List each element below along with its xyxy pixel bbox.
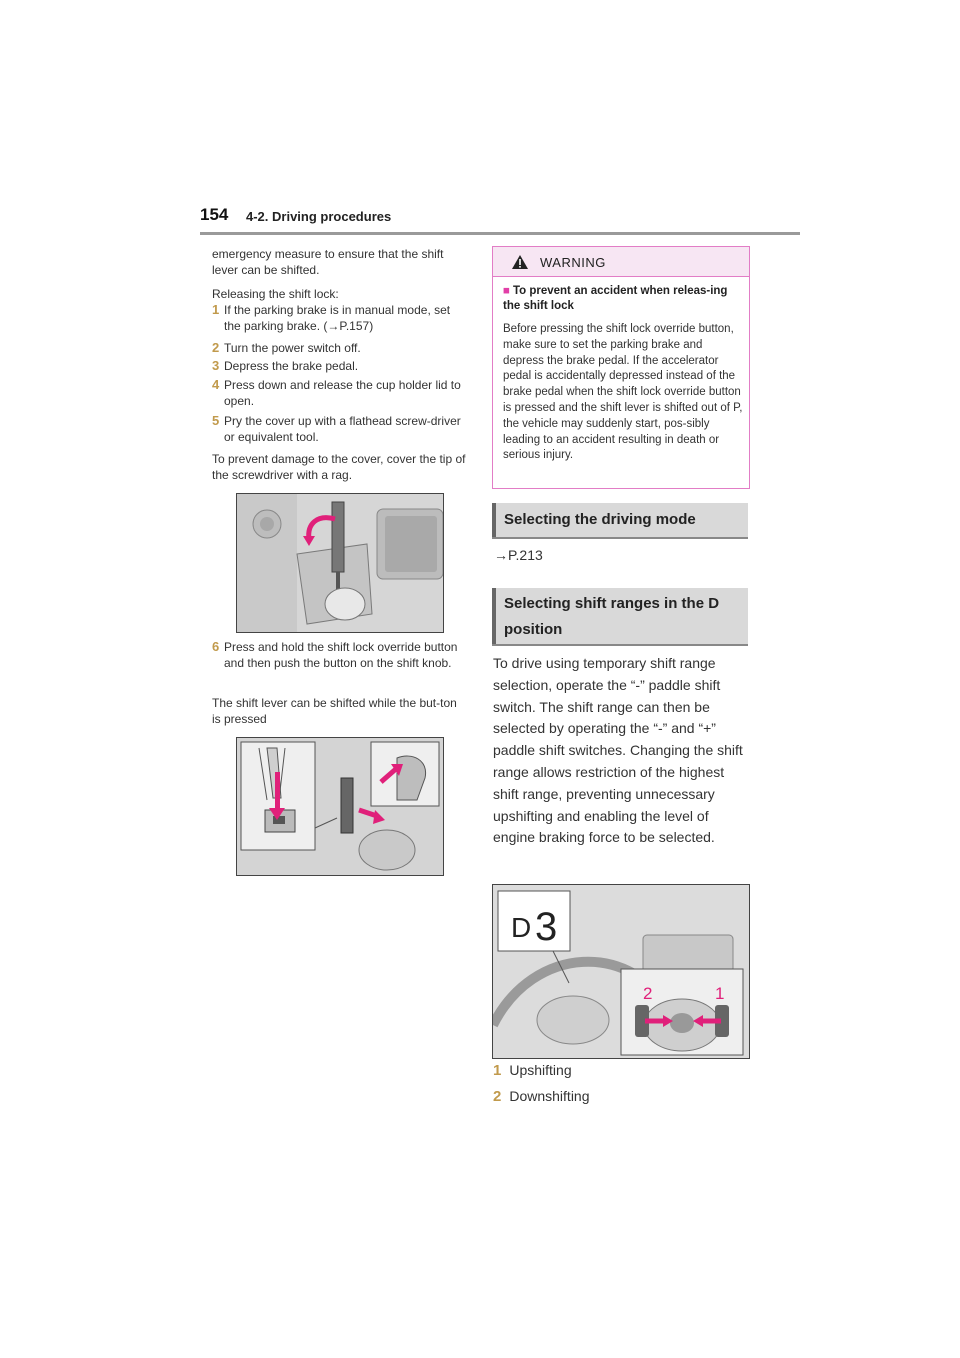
step-text: Depress the brake pedal.: [224, 359, 359, 373]
step-number: 1: [212, 302, 220, 317]
warning-title: WARNING: [540, 255, 606, 270]
step-5: [212, 413, 468, 445]
step-text: If the parking brake is in manual mode, set the parking brake. (→P.157): [224, 303, 451, 333]
heading-text: Selecting the driving mode: [504, 511, 696, 528]
square-bullet-icon: ■: [503, 285, 510, 297]
step-6: [212, 639, 468, 671]
paddle-shift-illustration: [493, 885, 749, 1058]
page-number: 154: [200, 205, 229, 224]
intro-text: emergency measure to ensure that the shift lever can be shifted.: [212, 247, 444, 277]
figure-pry-cover: [236, 493, 444, 633]
step-1: [212, 302, 468, 334]
step-3: [212, 358, 468, 374]
page-reference-link[interactable]: →P.213: [494, 547, 543, 563]
display-d: D: [511, 912, 532, 943]
warning-box: [492, 246, 750, 489]
warning-triangle-icon: [511, 254, 529, 275]
shift-note: The shift lever can be shifted while the but-ton is pressed: [212, 696, 457, 726]
section-title: 4-2. Driving procedures: [246, 209, 392, 224]
step-number: 2: [212, 340, 220, 355]
pry-cover-illustration: [237, 494, 443, 632]
legend-number: 2: [493, 1088, 502, 1105]
warning-header: [493, 247, 749, 277]
step-text: Press and hold the shift lock override button and then push the button on the shift knob.: [224, 640, 458, 670]
legend-text: Downshifting: [509, 1088, 590, 1104]
legend-text: Upshifting: [509, 1062, 572, 1078]
figure-paddle-shift: [492, 884, 750, 1059]
step-4: [212, 377, 468, 409]
step-text: Turn the power switch off.: [224, 341, 361, 355]
shift-lock-illustration: [237, 738, 443, 875]
callout-1: 1: [715, 984, 725, 1003]
step-2: [212, 340, 468, 356]
step-text: Press down and release the cup holder lid to open.: [224, 378, 461, 408]
shift-paragraph: To drive using temporary shift range selection, operate the “-” paddle shift switch. The shift range can then be selected by operating the “-” and “+” paddle shift switches. Changing the shift range allows restriction of the highest shift range, preventing unnecessary upshifting and enabling the level of engine braking force to be selected.: [493, 655, 743, 846]
display-gear: 3: [535, 905, 558, 949]
releasing-label: Releasing the shift lock:: [212, 287, 339, 301]
heading-text: Selecting shift ranges in the D position: [504, 595, 720, 638]
legend-number: 1: [493, 1062, 502, 1079]
warning-subtitle-text: To prevent an accident when releas-ing the shift lock: [503, 285, 728, 312]
step-number: 5: [212, 413, 220, 428]
heading-bar: [492, 588, 496, 644]
step-text: Pry the cover up with a flathead screw-driver or equivalent tool.: [224, 414, 461, 444]
callout-2: 2: [643, 984, 653, 1003]
heading-bar: [492, 503, 496, 537]
legend-item-downshifting: [493, 1088, 590, 1105]
heading-shift-ranges: [492, 588, 748, 646]
header-rule: [200, 232, 800, 235]
cover-note: To prevent damage to the cover, cover the tip of the screwdriver with a rag.: [212, 452, 466, 482]
step-number: 6: [212, 639, 220, 654]
step-number: 3: [212, 358, 220, 373]
step-number: 4: [212, 377, 220, 392]
warning-body: Before pressing the shift lock override button, make sure to set the parking brake and depress the brake pedal. If the accelerator pedal is accidentally depressed instead of the brake pedal when the shift lock override button is pressed and the shift lever is shifted out of P, the vehicle may suddenly start, pos-sibly leading to an accident resulting in death or serious injury.: [503, 323, 743, 462]
figure-shift-lock-override: [236, 737, 444, 876]
legend-item-upshifting: [493, 1062, 572, 1079]
heading-driving-mode: [492, 503, 748, 539]
warning-subtitle: [503, 284, 743, 314]
